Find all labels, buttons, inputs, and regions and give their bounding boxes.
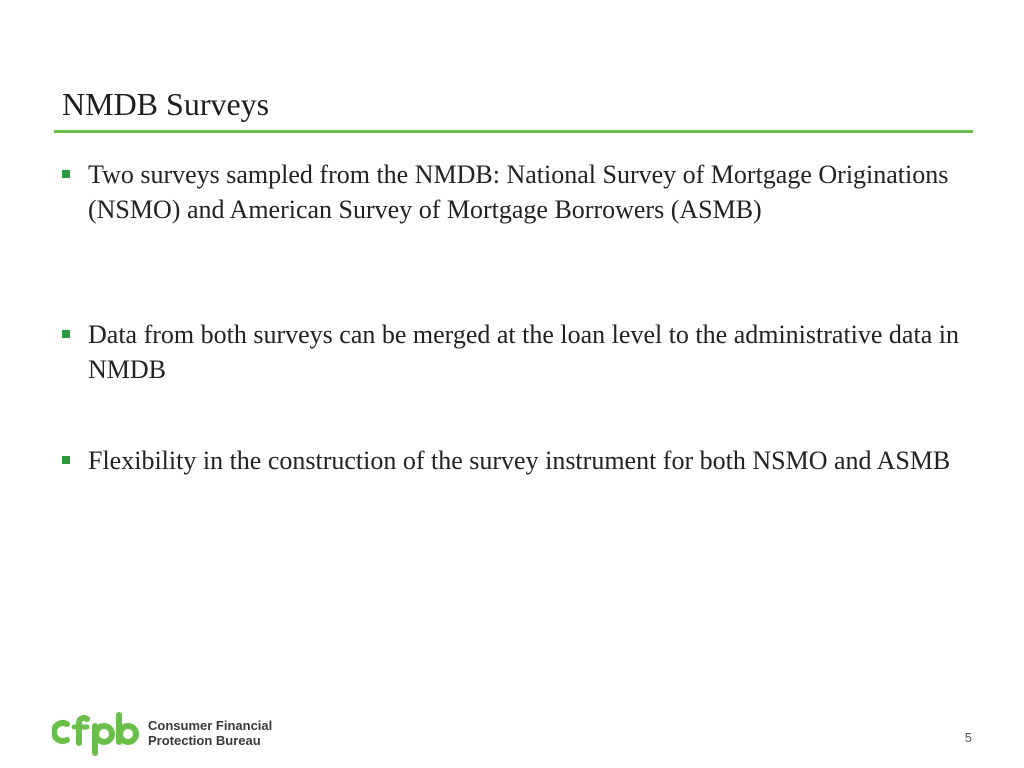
page-number: 5 [964,730,972,745]
square-bullet-icon [62,456,70,464]
bullet-text: Data from both surveys can be merged at the loan level to the administrative data in NMDB [88,320,959,384]
bullet-text: Two surveys sampled from the NMDB: National Survey of Mortgage Originations (NSMO) and American Survey of Mortgage Borrowers (ASMB) [88,160,949,224]
square-bullet-icon [62,330,70,338]
cfpb-logo-mark-icon [52,712,142,756]
cfpb-logo [52,712,282,756]
logo-wordmark [148,718,272,748]
logo-line-1: Consumer Financial [148,718,273,733]
bullet-item [62,444,962,479]
bullet-item [62,318,962,387]
square-bullet-icon [62,170,70,178]
bullet-item [62,158,962,227]
bullet-text: Flexibility in the construction of the survey instrument for both NSMO and ASMB [88,446,951,475]
logo-line-2: Protection Bureau [148,733,261,748]
slide-title: NMDB Surveys [62,86,270,122]
title-divider [54,130,973,133]
